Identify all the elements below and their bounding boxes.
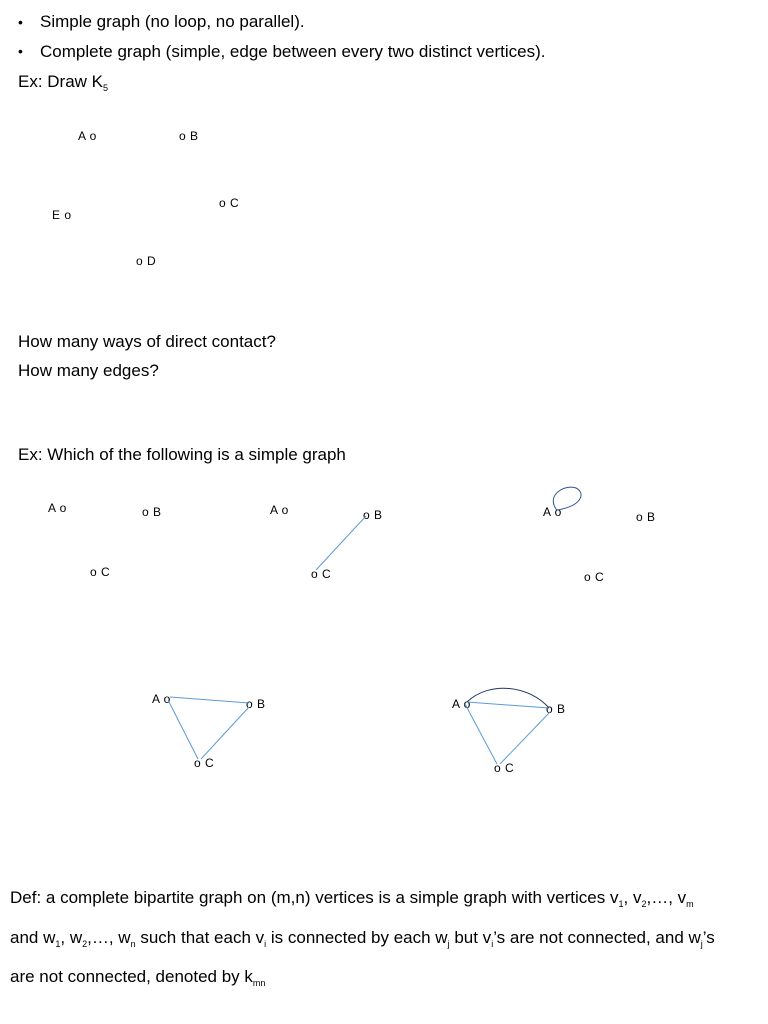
graph2-vertex-b: o B (363, 508, 383, 522)
k5-vertex-b: o B (179, 129, 199, 143)
def-text: ,…, v (646, 888, 687, 907)
def-text: such that each v (135, 928, 265, 947)
def-sub: i (491, 939, 494, 949)
bullet-simple-graph: Simple graph (no loop, no parallel). (40, 12, 305, 31)
def-sub: n (130, 939, 136, 949)
graph4-edge-a-c (168, 700, 198, 759)
example-draw-k5-subscript: 5 (103, 83, 109, 93)
graph1-vertex-b: o B (142, 505, 162, 519)
example-simple-graph-title: Ex: Which of the following is a simple graph (18, 445, 346, 464)
question-edges: How many edges? (18, 361, 159, 380)
graph4-vertex-a: A o (152, 692, 171, 706)
def-sub: 1 (55, 939, 61, 949)
graph3-vertex-a: A o (543, 505, 562, 519)
def-text: ’s (702, 928, 715, 947)
def-sub: 2 (641, 899, 647, 909)
bullet-dot: • (18, 14, 23, 30)
graph5-vertex-c: o C (494, 761, 515, 775)
graph2-vertex-a: A o (270, 503, 289, 517)
k5-vertex-d: o D (136, 254, 157, 268)
graph2-edge-b-c (316, 516, 366, 570)
def-sub: j (700, 939, 703, 949)
graph5-edge-a-b (467, 702, 549, 708)
graph5-vertex-a: A o (452, 697, 471, 711)
def-text: Def: a complete bipartite graph on (m,n) vertices is a simple graph with vertices v (10, 888, 619, 907)
graph4-vertex-c: o C (194, 756, 215, 770)
definition-line-1 (10, 888, 694, 909)
graph3-loop-a (553, 487, 581, 510)
question-direct-contact: How many ways of direct contact? (18, 332, 276, 351)
def-text: and w (10, 928, 56, 947)
graph1-vertex-a: A o (48, 501, 67, 515)
graph5-vertex-b: o B (546, 702, 566, 716)
k5-vertex-e: E o (52, 208, 72, 222)
def-text: is connected by each w (266, 928, 448, 947)
graph1-vertex-c: o C (90, 565, 111, 579)
graph5-edge-a-c (465, 704, 497, 764)
example-draw-k5-text: Ex: Draw K (18, 72, 104, 91)
def-sub: j (447, 939, 450, 949)
def-sub: i (264, 939, 267, 949)
graph4-vertex-b: o B (246, 697, 266, 711)
definition-line-3 (10, 967, 266, 988)
graph2-vertex-c: o C (311, 567, 332, 581)
def-sub: 1 (618, 899, 624, 909)
def-text: , v (623, 888, 642, 907)
def-text: but v (449, 928, 492, 947)
def-sub: m (686, 899, 694, 909)
definition-line-2 (10, 928, 715, 949)
graph3-vertex-b: o B (636, 510, 656, 524)
def-text: are not connected, denoted by k (10, 967, 253, 986)
bullet-dot: • (18, 43, 23, 59)
graph4-edge-a-b (170, 697, 249, 703)
graph4-edge-b-c (201, 707, 249, 759)
bullet-complete-graph: Complete graph (simple, edge between every two distinct vertices). (40, 42, 546, 61)
graph5-edge-b-c (500, 712, 550, 764)
def-sub: mn (252, 978, 266, 988)
k5-vertex-c: o C (219, 196, 240, 210)
def-text: ,…, w (87, 928, 131, 947)
k5-vertex-a: A o (78, 129, 97, 143)
def-text: ’s are not connected, and w (493, 928, 701, 947)
graph3-vertex-c: o C (584, 570, 605, 584)
def-text: , w (60, 928, 83, 947)
def-sub: 2 (82, 939, 88, 949)
